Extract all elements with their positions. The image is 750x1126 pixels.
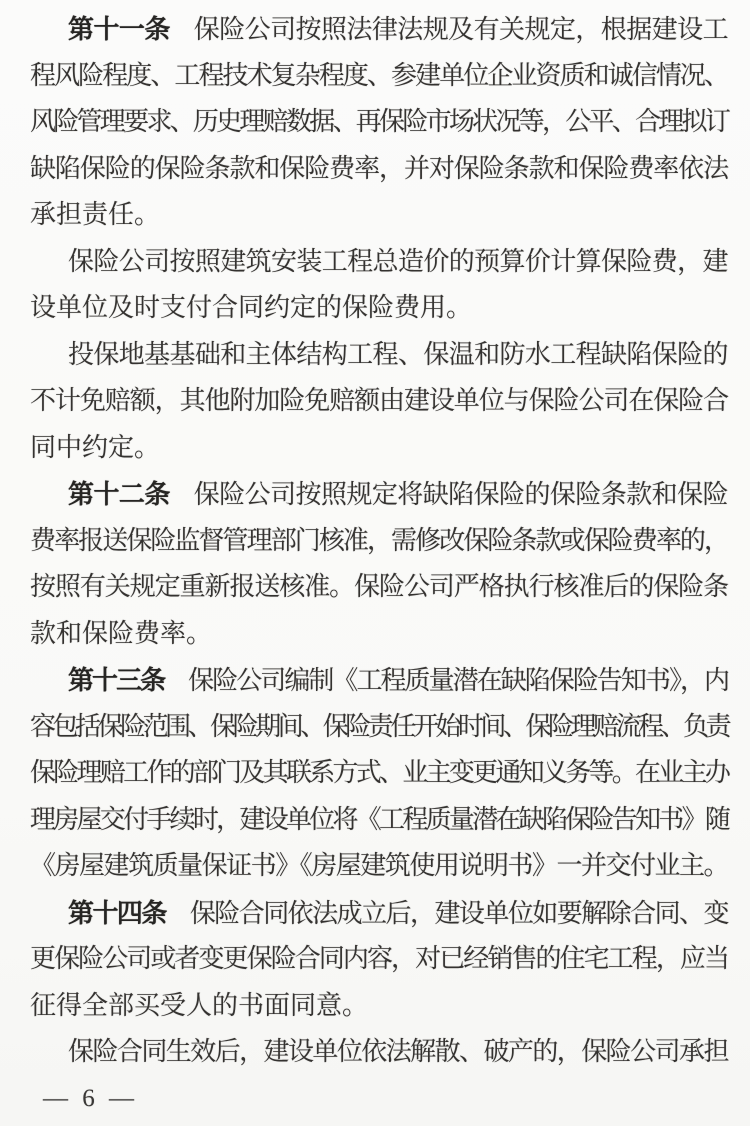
line-text: 不计免赔额，其他附加险免赔额由建设单位与保险公司在保险合 bbox=[30, 386, 729, 415]
text-line bbox=[30, 471, 728, 518]
line-text: 保险公司编制《工程质量潜在缺陷保险告知书》，内 bbox=[188, 666, 729, 695]
text-line bbox=[30, 378, 728, 425]
text-line bbox=[30, 936, 728, 983]
text-line bbox=[30, 332, 728, 379]
line-text: 设单位及时支付合同约定的保险费用。 bbox=[30, 293, 473, 322]
line-text: 风险管理要求、历史理赔数据、再保险市场状况等，公平、合理拟订 bbox=[30, 107, 729, 136]
text-line bbox=[30, 146, 728, 193]
page-footer bbox=[43, 1084, 728, 1114]
text-line bbox=[30, 425, 728, 472]
text-line bbox=[30, 53, 728, 100]
article-number: 第十四条 bbox=[68, 897, 166, 928]
text-line bbox=[30, 99, 728, 146]
line-text: 费率报送保险监督管理部门核准，需修改保险条款或保险费率的， bbox=[30, 525, 729, 555]
line-text: 保险合同生效后，建设单位依法解散、破产的，保险公司承担 bbox=[68, 1037, 728, 1066]
text-line bbox=[30, 1029, 728, 1076]
document-body bbox=[30, 6, 728, 1076]
article-number: 第十三条 bbox=[68, 665, 165, 695]
text-line bbox=[30, 750, 728, 797]
article-number: 第十一条 bbox=[68, 14, 170, 44]
text-line bbox=[30, 843, 728, 890]
line-text: 理房屋交付手续时，建设单位将《工程质量潜在缺陷保险告知书》随 bbox=[30, 804, 729, 834]
line-text: 保险公司按照建筑安装工程总造价的预算价计算保险费，建 bbox=[68, 246, 728, 276]
text-line bbox=[30, 192, 728, 239]
line-text: 程风险程度、工程技术复杂程度、参建单位企业资质和诚信情况、 bbox=[30, 60, 729, 90]
text-line bbox=[30, 564, 728, 611]
line-text: 保险公司按照规定将缺陷保险的保险条款和保险 bbox=[193, 480, 729, 509]
text-line bbox=[30, 285, 728, 332]
text-line bbox=[30, 6, 728, 53]
article-number: 第十二条 bbox=[68, 479, 170, 509]
line-text: 缺陷保险的保险条款和保险费率，并对保险条款和保险费率依法 bbox=[30, 153, 729, 183]
line-text: 保险合同依法成立后，建设单位如要解除合同、变 bbox=[189, 898, 728, 928]
line-text: 同中约定。 bbox=[30, 432, 161, 462]
line-text: 按照有关规定重新报送核准。保险公司严格执行核准后的保险条 bbox=[30, 572, 729, 601]
line-text: 更保险公司或者变更保险合同内容，对已经销售的住宅工程，应当 bbox=[30, 944, 729, 973]
text-line bbox=[30, 611, 728, 658]
page-number: — 6 — bbox=[43, 1084, 134, 1112]
text-line bbox=[30, 797, 728, 844]
text-line bbox=[30, 983, 728, 1030]
line-text: 保险理赔工作的部门及其联系方式、业主变更通知义务等。在业主办 bbox=[30, 758, 729, 787]
text-line bbox=[30, 704, 728, 751]
line-text: 征得全部买受人的书面同意。 bbox=[30, 990, 369, 1020]
line-text: 《房屋建筑质量保证书》《房屋建筑使用说明书》一并交付业主。 bbox=[30, 851, 729, 880]
line-text: 保险公司按照法律法规及有关规定，根据建设工 bbox=[193, 15, 729, 44]
line-text: 款和保险费率。 bbox=[30, 618, 213, 648]
text-line bbox=[30, 657, 728, 704]
line-text: 容包括保险范围、保险期间、保险责任开始时间、保险理赔流程、负责 bbox=[30, 711, 729, 741]
text-line bbox=[30, 239, 728, 286]
text-line bbox=[30, 518, 728, 565]
text-line bbox=[30, 890, 728, 937]
line-text: 承担责任。 bbox=[30, 200, 161, 229]
line-text: 投保地基基础和主体结构工程、保温和防水工程缺陷保险的 bbox=[68, 339, 728, 369]
